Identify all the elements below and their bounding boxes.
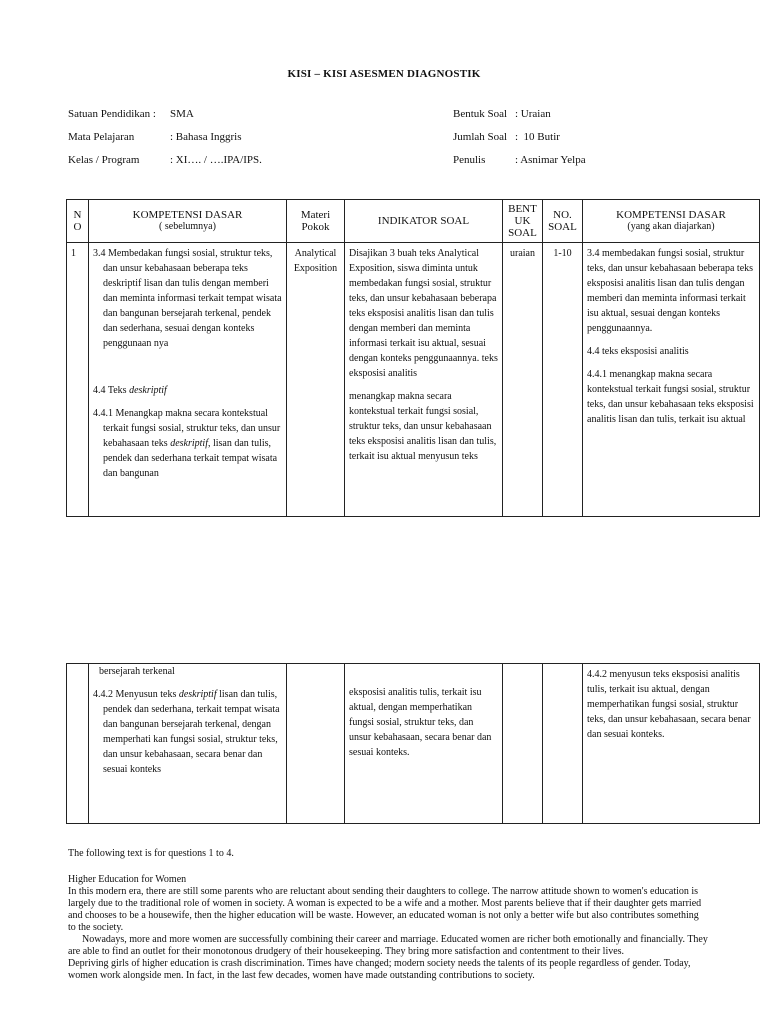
materi-cont-cell bbox=[287, 664, 345, 824]
bentuk-label: Bentuk Soal bbox=[453, 108, 508, 120]
kd-4-4-2-post: lisan dan tulis, pendek dan sederhana, terkait tempat wisata dan bangunan bersejarah terkenal, dengan memperhati kan fungsi sosial, struktur teks, dan unsur kebahasaan, secara benar dan sesuai konteks bbox=[103, 689, 280, 775]
no-soal-cell: 1-10 bbox=[543, 243, 583, 517]
kd-4-4-1-em: deskriptif bbox=[170, 438, 208, 449]
row-no: 1 bbox=[67, 243, 89, 517]
kelas-label: Kelas / Program bbox=[68, 154, 140, 166]
kd2-3-4: 3.4 membedakan fungsi sosial, struktur teks, dan unsur kebahasaan beberapa teks eksposisi analitis lisan dan tulis dengan memberi dan meminta informasi terkait isu aktual, sesuai dengan konteks penggunaannya. bbox=[587, 248, 754, 334]
kd-before-cell bbox=[89, 243, 287, 517]
indikator-cont: eksposisi analitis tulis, terkait isu aktual, dengan memperhatikan fungsi sosial, struktur teks, dan unsur kebahasaan, secara benar dan sesuai konteks. bbox=[349, 687, 492, 758]
header-kd-before-title: KOMPETENSI DASAR bbox=[132, 209, 243, 221]
header-bentuk: BENT UK SOAL bbox=[503, 200, 543, 243]
header-materi: Materi Pokok bbox=[287, 200, 345, 243]
kd-4-4 bbox=[93, 383, 282, 398]
jumlah-value: : 10 Butir bbox=[515, 131, 560, 143]
kd2-4-4: 4.4 teks eksposisi analitis bbox=[587, 346, 689, 357]
reading-paragraph-3: Depriving girls of higher education is crash discrimination. Times have changed; modern society needs the talents of its people regardless of gender. Today, women work alongside men. In fact, in the last few decades, women have made outstanding contributions to society. bbox=[68, 958, 691, 981]
table-row bbox=[67, 664, 760, 824]
kd2-4-4-2: 4.4.2 menyusun teks eksposisi analitis tulis, terkait isu aktual, dengan memperhatikan fungsi sosial, struktur teks, dan unsur kebahasaan, secara benar dan sesuai konteks. bbox=[587, 669, 751, 740]
indikator-a: Disajikan 3 buah teks Analytical Exposition, siswa diminta untuk membedakan fungsi sosial, struktur teks, dan unsur kebahasaan beberapa teks eksposisi analitis lisan dan tulis dengan memberi dan meminta informasi terkait isu aktual, sesuai dengan konteks penggunaannya. teks eksposisi analitis bbox=[349, 248, 498, 379]
satuan-value: SMA bbox=[170, 108, 194, 120]
kd-4-4-2-em: deskriptif bbox=[178, 689, 217, 700]
header-no: N O bbox=[67, 200, 89, 243]
kd-before-cont-cell bbox=[89, 664, 287, 824]
kd2-4-4-1: 4.4.1 menangkap makna secara kontekstual terkait fungsi sosial, struktur teks, dan unsur kebahasaan teks eksposisi analitis lisan dan tulis, terkait isu aktual bbox=[587, 369, 754, 425]
kd-after-cell bbox=[583, 243, 760, 517]
kd-3-4: 3.4 Membedakan fungsi sosial, struktur teks, dan unsur kebahasaan beberapa teks deskriptif lisan dan tulis dengan memberi dan meminta informasi terkait tempat wisata dan bangunan bersejarah terkenal, pendek dan sederhana, sesuai dengan konteks penggunaan nya bbox=[93, 248, 282, 349]
indikator-b: menangkap makna secara kontekstual terkait fungsi sosial, struktur teks, dan unsur kebahasaan teks eksposisi analitis lisan dan tulis, terkait isu aktual menyusun teks bbox=[349, 391, 497, 462]
header-kd-after bbox=[583, 200, 760, 243]
mapel-label: Mata Pelajaran bbox=[68, 131, 135, 143]
no-soal-cont-cell bbox=[543, 664, 583, 824]
kd-4-4-1 bbox=[93, 406, 282, 481]
mapel-value: : Bahasa Inggris bbox=[170, 131, 242, 143]
kisi-table-page2 bbox=[66, 663, 760, 824]
header-indikator: INDIKATOR SOAL bbox=[345, 200, 503, 243]
reading-paragraph-1: In this modern era, there are still some parents who are reluctant about sending their daughters to college. The narrow attitude shown to women's education is largely due to the traditional role of women in society. A woman is expected to be a wife and a mother. Most parents believe that if their daughter gets married and chooses to be a housewife, then the higher education will be waste. However, an educated woman is not only a better wife but also contributes something to the society. bbox=[68, 886, 702, 933]
reading-paragraph-2: Nowadays, more and more women are successfully combining their career and marriage. Educated women are richer both emotionally and financially. They are able to find an outlet for their monotonous drudgery of their housekeeping. They bring more satisfaction and contentment to their lives. bbox=[68, 934, 708, 957]
kd-4-4-em: deskriptif bbox=[129, 385, 167, 396]
header-kd-before-sub: ( sebelumnya) bbox=[159, 221, 216, 232]
reading-section bbox=[68, 874, 708, 982]
bentuk-cell: uraian bbox=[503, 243, 543, 517]
kelas-value: : XI…. / ….IPA/IPS. bbox=[170, 154, 262, 166]
kd-4-4-text: 4.4 Teks bbox=[93, 385, 130, 396]
penulis-value: : Asnimar Yelpa bbox=[515, 154, 586, 166]
kd-4-4-1-pre: 4.4.1 Menangkap makna secara kontekstual terkait fungsi sosial, struktur teks, dan unsur kebahasaan teks bbox=[93, 408, 281, 449]
kd-after-cont-cell bbox=[583, 664, 760, 824]
kd-4-4-2-pre: 4.4.2 Menyusun teks bbox=[93, 689, 179, 700]
materi-cell: Analytical Exposition bbox=[287, 243, 345, 517]
kd-4-4-2 bbox=[93, 687, 282, 777]
kd-4-4-1-post: , lisan dan tulis, pendek dan sederhana terkait tempat wisata dan bangunan bbox=[103, 438, 278, 479]
bentuk-cont-cell bbox=[503, 664, 543, 824]
header-kd-after-title: KOMPETENSI DASAR bbox=[616, 209, 726, 221]
header-no-soal: NO. SOAL bbox=[543, 200, 583, 243]
reading-intro: The following text is for questions 1 to 4. bbox=[68, 848, 234, 859]
penulis-label: Penulis bbox=[453, 154, 486, 166]
bentuk-value: : Uraian bbox=[515, 108, 551, 120]
reading-heading: Higher Education for Women bbox=[68, 874, 187, 885]
header-kd-before bbox=[89, 200, 287, 243]
kisi-table-page1 bbox=[66, 199, 760, 517]
table-header-row bbox=[67, 200, 760, 243]
jumlah-label: Jumlah Soal bbox=[453, 131, 508, 143]
indikator-cont-cell bbox=[345, 664, 503, 824]
header-kd-after-sub: (yang akan diajarkan) bbox=[627, 221, 715, 232]
row-no-cont bbox=[67, 664, 89, 824]
satuan-label: Satuan Pendidikan : bbox=[68, 108, 156, 120]
kd-cont: bersejarah terkenal bbox=[99, 666, 175, 677]
indikator-cell bbox=[345, 243, 503, 517]
table-row bbox=[67, 243, 760, 517]
document-title: KISI – KISI ASESMEN DIAGNOSTIK bbox=[287, 68, 481, 80]
